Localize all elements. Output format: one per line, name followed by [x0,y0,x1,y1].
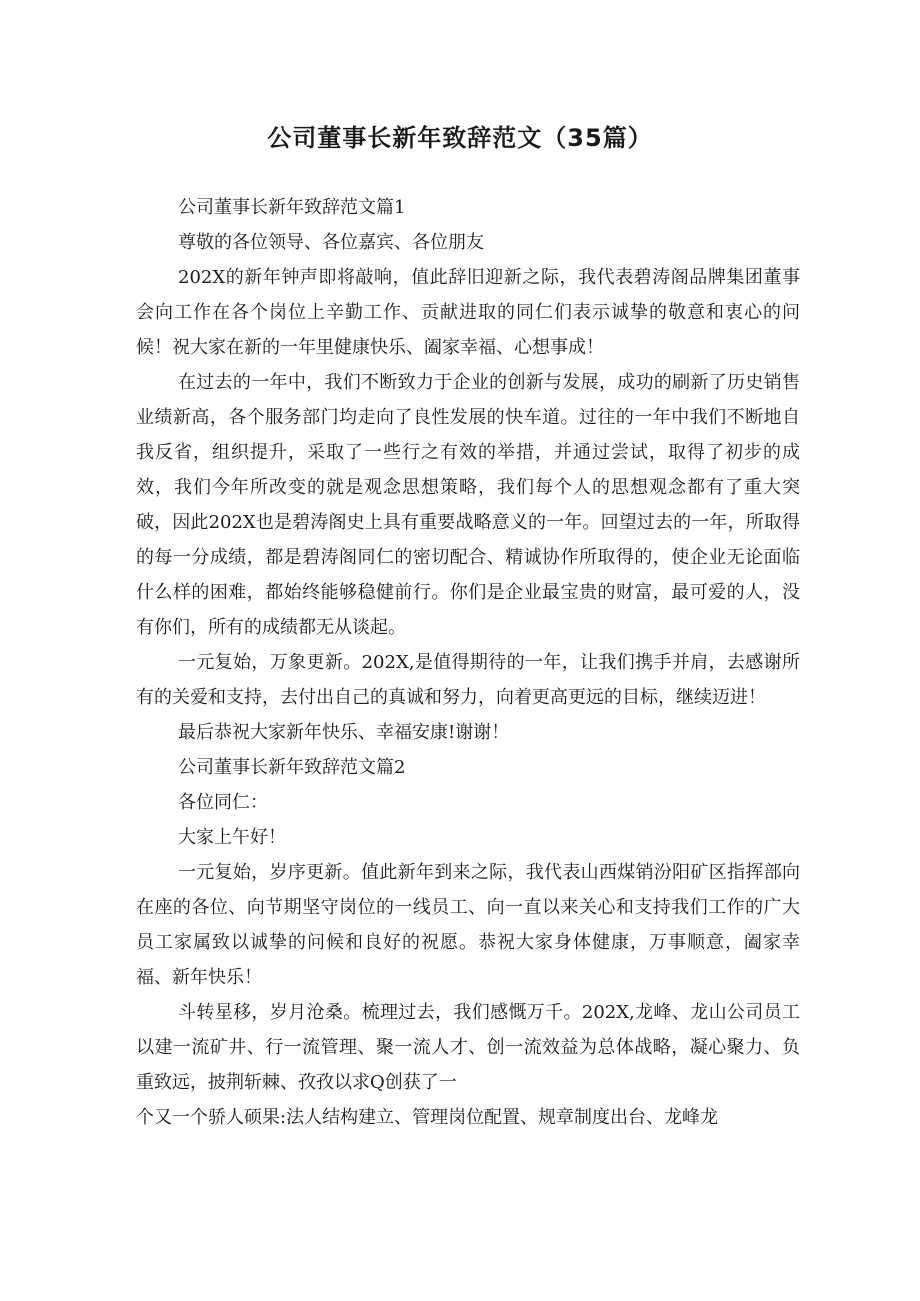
section-heading: 公司董事长新年致辞范文篇2 [178,757,406,778]
body-paragraph: 斗转星移，岁月沧桑。梳理过去，我们感慨万千。202X,龙峰、龙山公司员工以建一流矿井、行一流管理、聚一流人才、创一流效益为总体战略，凝心聚力、负重致远，披荆斩棘、孜孜以求Q创获了一 [136,1002,800,1093]
section-heading: 公司董事长新年致辞范文篇1 [178,197,406,218]
body-paragraph-continued: 个又一个骄人硕果:法人结构建立、管理岗位配置、规章制度出台、龙峰龙 [136,1107,719,1128]
salutation: 各位同仁： [178,792,268,813]
body-paragraph: 在过去的一年中，我们不断致力于企业的创新与发展，成功的刷新了历史销售业绩新高，各个服务部门均走向了良性发展的快车道。过往的一年中我们不断地自我反省，组织提升，采取了一些行之有效的举措，并通过尝试，取得了初步的成效，我们今年所改变的就是观念思想策略，我们每个人的思想观念都有了重大突破，因此202X也是碧涛阁史上具有重要战略意义的一年。回望过去的一年，所取得的每一分成绩，都是碧涛阁同仁的密切配合、精诚协作所取得的，使企业无论面临什么样的困难，都始终能够稳健前行。你们是企业最宝贵的财富，最可爱的人，没有你们，所有的成绩都无从谈起。 [136,372,800,638]
body-paragraph: 202X的新年钟声即将敲响，值此辞旧迎新之际，我代表碧涛阁品牌集团董事会向工作在各个岗位上辛勤工作、贡献进取的同仁们表示诚挚的敬意和衷心的问候！祝大家在新的一年里健康快乐、阖家幸福、心想事成！ [136,267,800,358]
salutation: 尊敬的各位领导、各位嘉宾、各位朋友 [178,232,484,253]
greeting: 大家上午好！ [178,827,286,848]
document-body [136,190,800,1135]
body-paragraph: 一元复始，万象更新。202X,是值得期待的一年，让我们携手并肩，去感谢所有的关爱和支持，去付出自己的真诚和努力，向着更高更远的目标，继续迈进！ [136,652,800,708]
closing-line: 最后恭祝大家新年快乐、幸福安康!谢谢！ [178,722,510,743]
page-title: 公司董事长新年致辞范文（35篇） [267,124,653,152]
body-paragraph: 一元复始，岁序更新。值此新年到来之际，我代表山西煤销汾阳矿区指挥部向在座的各位、向节期坚守岗位的一线员工、向一直以来关心和支持我们工作的广大员工家属致以诚挚的问候和良好的祝愿。恭祝大家身体健康，万事顺意，阖家幸福、新年快乐！ [136,862,800,988]
